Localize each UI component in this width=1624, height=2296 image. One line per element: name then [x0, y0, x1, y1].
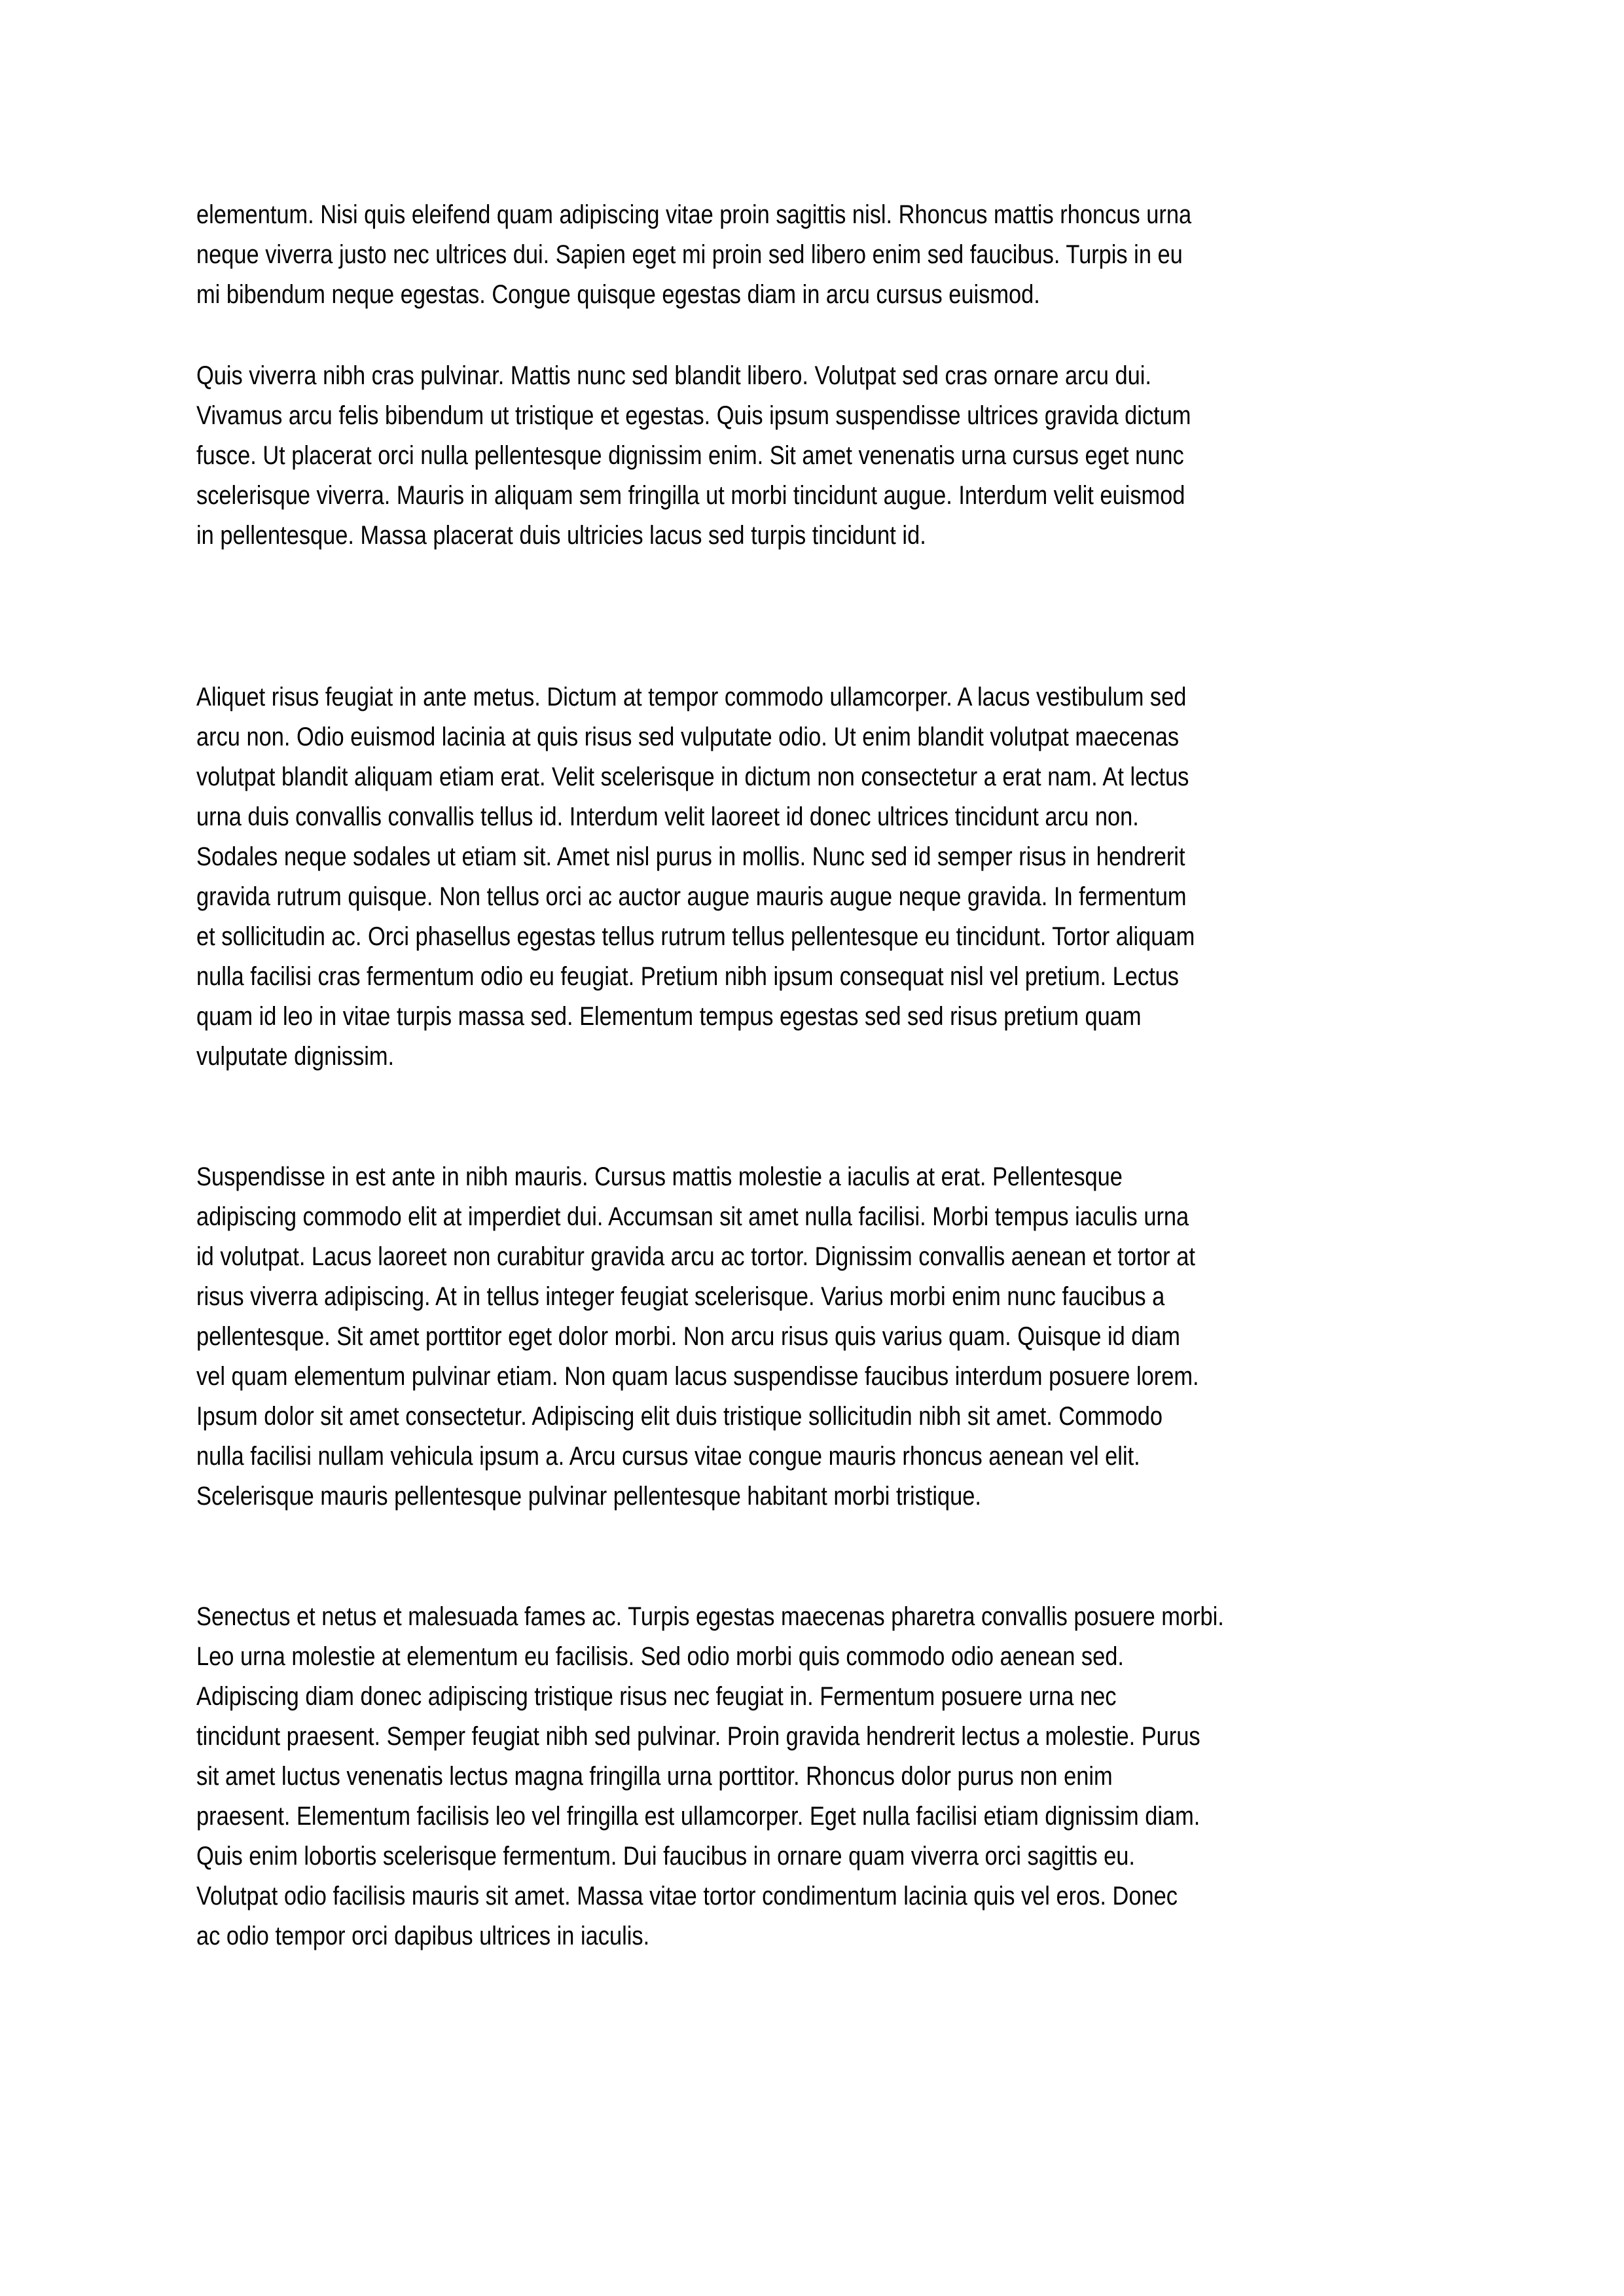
text-line: gravida rutrum quisque. Non tellus orci ac auctor augue mauris augue neque gravida. In fermentum [196, 882, 1187, 911]
text-line: Vivamus arcu felis bibendum ut tristique et egestas. Quis ipsum suspendisse ultrices gravida dictum [196, 401, 1191, 430]
text-line: arcu non. Odio euismod lacinia at quis risus sed vulputate odio. Ut enim blandit volutpat maecenas [196, 723, 1180, 751]
text-line: Senectus et netus et malesuada fames ac. Turpis egestas maecenas pharetra convallis posuere morbi. [196, 1602, 1224, 1631]
text-line: id volutpat. Lacus laoreet non curabitur gravida arcu ac tortor. Dignissim convallis aenean et tortor at [196, 1242, 1195, 1271]
text-line: in pellentesque. Massa placerat duis ultricies lacus sed turpis tincidunt id. [196, 521, 926, 550]
text-line: Suspendisse in est ante in nibh mauris. Cursus mattis molestie a iaculis at erat. Pellentesque [196, 1162, 1123, 1191]
text-line: scelerisque viverra. Mauris in aliquam sem fringilla ut morbi tincidunt augue. Interdum velit euismod [196, 481, 1185, 510]
text-line: neque viverra justo nec ultrices dui. Sapien eget mi proin sed libero enim sed faucibus. Turpis in eu [196, 240, 1183, 269]
text-line: et sollicitudin ac. Orci phasellus egestas tellus rutrum tellus pellentesque eu tincidunt. Tortor aliquam [196, 922, 1195, 951]
paragraph-1 [196, 195, 1440, 315]
text-line: mi bibendum neque egestas. Congue quisque egestas diam in arcu cursus euismod. [196, 280, 1040, 309]
paragraph-2 [196, 356, 1440, 556]
text-line: Adipiscing diam donec adipiscing tristique risus nec feugiat in. Fermentum posuere urna nec [196, 1682, 1117, 1711]
text-line: vulputate dignissim. [196, 1042, 395, 1071]
text-line: vel quam elementum pulvinar etiam. Non quam lacus suspendisse faucibus interdum posuere lorem. [196, 1362, 1199, 1391]
text-line: sit amet luctus venenatis lectus magna fringilla urna porttitor. Rhoncus dolor purus non enim [196, 1762, 1113, 1791]
text-line: Aliquet risus feugiat in ante metus. Dictum at tempor commodo ullamcorper. A lacus vestibulum sed [196, 683, 1187, 711]
text-line: nulla facilisi nullam vehicula ipsum a. Arcu cursus vitae congue mauris rhoncus aenean vel elit. [196, 1442, 1140, 1471]
text-line: quam id leo in vitae turpis massa sed. Elementum tempus egestas sed sed risus pretium quam [196, 1002, 1142, 1031]
paragraph-5 [196, 1597, 1440, 1956]
text-line: adipiscing commodo elit at imperdiet dui. Accumsan sit amet nulla facilisi. Morbi tempus iaculis urna [196, 1202, 1189, 1231]
text-line: tincidunt praesent. Semper feugiat nibh sed pulvinar. Proin gravida hendrerit lectus a molestie. Purus [196, 1722, 1200, 1751]
text-line: Quis enim lobortis scelerisque fermentum. Dui faucibus in ornare quam viverra orci sagittis eu. [196, 1842, 1135, 1871]
text-line: volutpat blandit aliquam etiam erat. Velit scelerisque in dictum non consectetur a erat nam. At lectus [196, 762, 1189, 791]
text-line: Scelerisque mauris pellentesque pulvinar pellentesque habitant morbi tristique. [196, 1482, 981, 1511]
text-line: urna duis convallis convallis tellus id. Interdum velit laoreet id donec ultrices tincidunt arcu non. [196, 802, 1139, 831]
text-line: elementum. Nisi quis eleifend quam adipiscing vitae proin sagittis nisl. Rhoncus mattis rhoncus urna [196, 200, 1192, 229]
text-line: praesent. Elementum facilisis leo vel fringilla est ullamcorper. Eget nulla facilisi etiam dignissim diam. [196, 1802, 1200, 1831]
text-line: Sodales neque sodales ut etiam sit. Amet nisl purus in mollis. Nunc sed id semper risus in hendrerit [196, 842, 1185, 871]
text-line: pellentesque. Sit amet porttitor eget dolor morbi. Non arcu risus quis varius quam. Quisque id diam [196, 1322, 1180, 1351]
text-line: fusce. Ut placerat orci nulla pellentesque dignissim enim. Sit amet venenatis urna cursus eget nunc [196, 441, 1184, 470]
text-line: Quis viverra nibh cras pulvinar. Mattis nunc sed blandit libero. Volutpat sed cras ornare arcu dui. [196, 361, 1151, 390]
text-line: risus viverra adipiscing. At in tellus integer feugiat scelerisque. Varius morbi enim nunc faucibus a [196, 1282, 1165, 1311]
text-line: ac odio tempor orci dapibus ultrices in iaculis. [196, 1922, 650, 1950]
text-line: nulla facilisi cras fermentum odio eu feugiat. Pretium nibh ipsum consequat nisl vel pretium. Lectus [196, 962, 1179, 991]
paragraph-3 [196, 677, 1440, 1077]
text-line: Volutpat odio facilisis mauris sit amet. Massa vitae tortor condimentum lacinia quis vel eros. Donec [196, 1882, 1178, 1910]
text-line: Leo urna molestie at elementum eu facilisis. Sed odio morbi quis commodo odio aenean sed. [196, 1642, 1124, 1671]
text-line: Ipsum dolor sit amet consectetur. Adipiscing elit duis tristique sollicitudin nibh sit amet. Commodo [196, 1402, 1163, 1431]
paragraph-4 [196, 1157, 1440, 1516]
